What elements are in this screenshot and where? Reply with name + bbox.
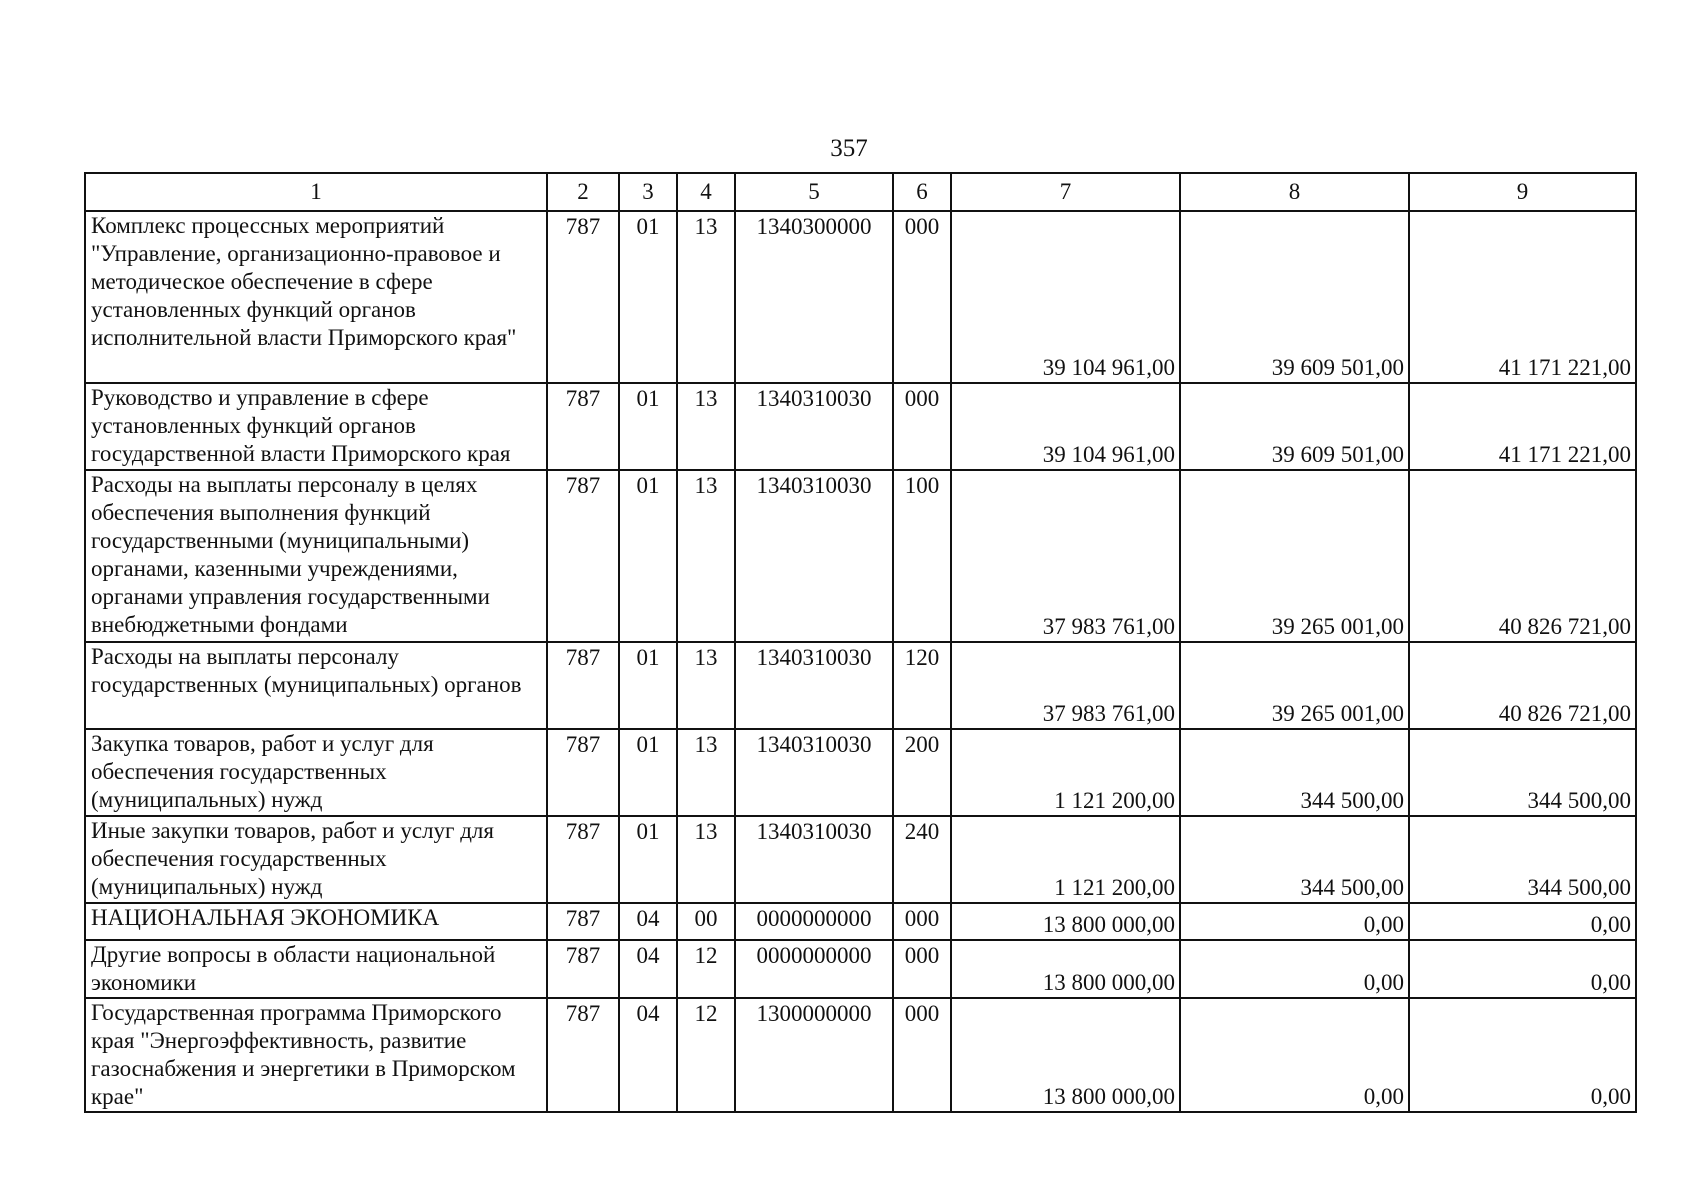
amount-col-8: 0,00: [1180, 998, 1409, 1112]
code-ministry: 787: [547, 729, 619, 816]
code-subsection: 13: [677, 470, 735, 642]
table-row: [85, 211, 1636, 383]
table-row: [85, 642, 1636, 729]
code-section: 01: [619, 470, 677, 642]
item-name: НАЦИОНАЛЬНАЯ ЭКОНОМИКА: [85, 903, 547, 940]
code-section: 01: [619, 642, 677, 729]
code-target-article: 1340310030: [735, 470, 893, 642]
amount-col-9: 344 500,00: [1409, 729, 1636, 816]
amount-col-7: 37 983 761,00: [951, 470, 1180, 642]
code-expense-type: 120: [893, 642, 951, 729]
column-header-3: 3: [619, 173, 677, 211]
amount-col-8: 39 609 501,00: [1180, 383, 1409, 470]
code-section: 04: [619, 998, 677, 1112]
amount-col-8: 0,00: [1180, 940, 1409, 998]
item-name: Другие вопросы в области национальной экономики: [85, 940, 547, 998]
amount-col-8: 344 500,00: [1180, 816, 1409, 903]
code-ministry: 787: [547, 816, 619, 903]
column-header-4: 4: [677, 173, 735, 211]
code-section: 04: [619, 940, 677, 998]
amount-col-7: 13 800 000,00: [951, 940, 1180, 998]
code-target-article: 1340310030: [735, 642, 893, 729]
column-header-9: 9: [1409, 173, 1636, 211]
code-expense-type: 240: [893, 816, 951, 903]
amount-col-9: 41 171 221,00: [1409, 211, 1636, 383]
amount-col-7: 13 800 000,00: [951, 998, 1180, 1112]
amount-col-8: 0,00: [1180, 903, 1409, 940]
code-target-article: 0000000000: [735, 903, 893, 940]
table-body: [85, 211, 1636, 1112]
amount-col-7: 1 121 200,00: [951, 729, 1180, 816]
table-row: [85, 998, 1636, 1112]
code-section: 01: [619, 383, 677, 470]
item-name: Иные закупки товаров, работ и услуг для обеспечения государственных (муниципальных) нужд: [85, 816, 547, 903]
code-expense-type: 000: [893, 383, 951, 470]
code-subsection: 13: [677, 211, 735, 383]
code-target-article: 1340300000: [735, 211, 893, 383]
code-ministry: 787: [547, 470, 619, 642]
table-row: [85, 816, 1636, 903]
item-name: Государственная программа Приморского края "Энергоэффективность, развитие газоснабжения и энергетики в Приморском крае": [85, 998, 547, 1112]
amount-col-7: 39 104 961,00: [951, 211, 1180, 383]
code-ministry: 787: [547, 903, 619, 940]
budget-table: [84, 172, 1637, 1113]
table-row: [85, 940, 1636, 998]
column-header-5: 5: [735, 173, 893, 211]
code-expense-type: 000: [893, 998, 951, 1112]
header-row: [85, 173, 1636, 211]
amount-col-7: 39 104 961,00: [951, 383, 1180, 470]
code-ministry: 787: [547, 940, 619, 998]
code-subsection: 12: [677, 940, 735, 998]
item-name: Расходы на выплаты персоналу в целях обеспечения выполнения функций государственными (муниципальными) органами, казенными учреждениями, органами управления государственными внебюджетными фондами: [85, 470, 547, 642]
code-target-article: 1340310030: [735, 383, 893, 470]
code-ministry: 787: [547, 383, 619, 470]
amount-col-9: 0,00: [1409, 998, 1636, 1112]
amount-col-8: 39 265 001,00: [1180, 642, 1409, 729]
code-ministry: 787: [547, 211, 619, 383]
code-subsection: 13: [677, 642, 735, 729]
code-subsection: 13: [677, 729, 735, 816]
amount-col-9: 40 826 721,00: [1409, 470, 1636, 642]
amount-col-8: 344 500,00: [1180, 729, 1409, 816]
amount-col-7: 13 800 000,00: [951, 903, 1180, 940]
code-ministry: 787: [547, 642, 619, 729]
column-header-2: 2: [547, 173, 619, 211]
amount-col-9: 0,00: [1409, 940, 1636, 998]
amount-col-7: 37 983 761,00: [951, 642, 1180, 729]
amount-col-8: 39 609 501,00: [1180, 211, 1409, 383]
table-row: [85, 470, 1636, 642]
table-row: [85, 903, 1636, 940]
code-expense-type: 100: [893, 470, 951, 642]
item-name: Расходы на выплаты персоналу государственных (муниципальных) органов: [85, 642, 547, 729]
code-target-article: 1300000000: [735, 998, 893, 1112]
item-name: Руководство и управление в сфере установленных функций органов государственной власти Приморского края: [85, 383, 547, 470]
code-expense-type: 200: [893, 729, 951, 816]
code-target-article: 0000000000: [735, 940, 893, 998]
code-ministry: 787: [547, 998, 619, 1112]
amount-col-8: 39 265 001,00: [1180, 470, 1409, 642]
amount-col-9: 344 500,00: [1409, 816, 1636, 903]
amount-col-9: 41 171 221,00: [1409, 383, 1636, 470]
code-section: 01: [619, 816, 677, 903]
code-section: 01: [619, 729, 677, 816]
code-section: 01: [619, 211, 677, 383]
column-header-8: 8: [1180, 173, 1409, 211]
code-expense-type: 000: [893, 940, 951, 998]
code-expense-type: 000: [893, 211, 951, 383]
code-target-article: 1340310030: [735, 816, 893, 903]
code-subsection: 13: [677, 383, 735, 470]
column-header-1: 1: [85, 173, 547, 211]
code-expense-type: 000: [893, 903, 951, 940]
amount-col-7: 1 121 200,00: [951, 816, 1180, 903]
page-number: 357: [830, 135, 868, 162]
code-subsection: 13: [677, 816, 735, 903]
code-section: 04: [619, 903, 677, 940]
code-subsection: 12: [677, 998, 735, 1112]
code-subsection: 00: [677, 903, 735, 940]
table-row: [85, 383, 1636, 470]
amount-col-9: 0,00: [1409, 903, 1636, 940]
item-name: Комплекс процессных мероприятий "Управление, организационно-правовое и методическое обеспечение в сфере установленных функций органов исполнительной власти Приморского края": [85, 211, 547, 383]
amount-col-9: 40 826 721,00: [1409, 642, 1636, 729]
table-row: [85, 729, 1636, 816]
column-header-7: 7: [951, 173, 1180, 211]
item-name: Закупка товаров, работ и услуг для обеспечения государственных (муниципальных) нужд: [85, 729, 547, 816]
column-header-6: 6: [893, 173, 951, 211]
code-target-article: 1340310030: [735, 729, 893, 816]
